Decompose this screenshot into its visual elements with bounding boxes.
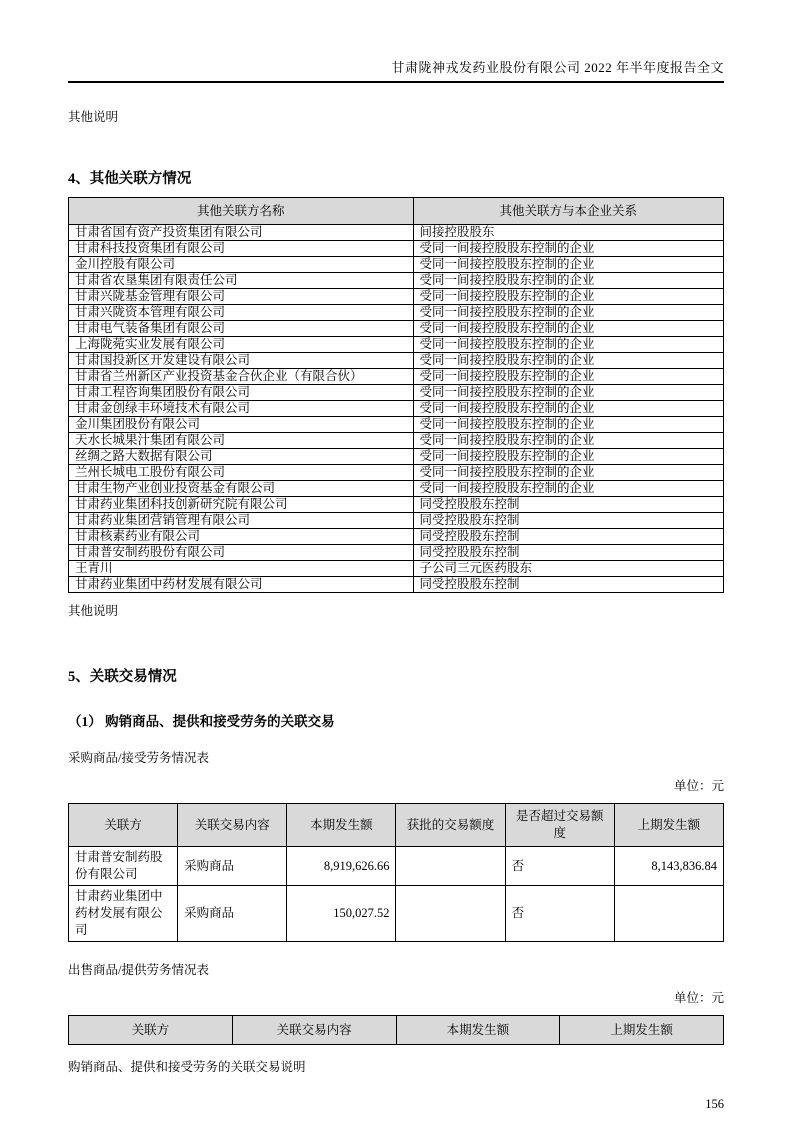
table-cell: 受同一间接控股股东控制的企业 [413,321,724,337]
column-header: 关联方 [69,1016,233,1045]
table-cell: 受同一间接控股股东控制的企业 [413,337,724,353]
table-cell: 受同一间接控股股东控制的企业 [413,449,724,465]
table-cell: 受同一间接控股股东控制的企业 [413,305,724,321]
table-cell: 受同一间接控股股东控制的企业 [413,385,724,401]
table-row [69,337,724,353]
purchase-goods-table [68,803,724,942]
table-row [69,273,724,289]
table-cell: 受同一间接控股股东控制的企业 [413,433,724,449]
table-row [69,401,724,417]
report-header [68,0,724,83]
table-row [69,497,724,513]
table-row [69,289,724,305]
table-cell: 采购商品 [178,886,287,942]
table-row [69,529,724,545]
table-cell: 金川控股有限公司 [69,257,414,273]
table-cell: 8,919,626.66 [287,847,396,886]
table-header-row [69,1016,724,1045]
table-cell: 王青川 [69,561,414,577]
table-cell: 甘肃药业集团科技创新研究院有限公司 [69,497,414,513]
table-row [69,385,724,401]
table-cell: 同受控股股东控制 [413,497,724,513]
table-cell: 受同一间接控股股东控制的企业 [413,241,724,257]
table-cell: 甘肃省国有资产投资集团有限公司 [69,225,414,241]
report-header-title: 甘肃陇神戎发药业股份有限公司 2022 年半年度报告全文 [391,60,724,75]
column-header: 获批的交易额度 [396,804,505,847]
table-row [69,577,724,593]
table-cell: 甘肃科技投资集团有限公司 [69,241,414,257]
table-cell: 天水长城果汁集团有限公司 [69,433,414,449]
page-number: 156 [705,1097,724,1111]
table-header-row [69,804,724,847]
table-cell: 同受控股股东控制 [413,545,724,561]
table-cell: 甘肃省农垦集团有限责任公司 [69,273,414,289]
table-cell [396,847,505,886]
section-heading-related-transactions: 5、关联交易情况 [68,669,177,685]
table-cell: 同受控股股东控制 [413,577,724,593]
table-cell: 甘肃工程咨询集团股份有限公司 [69,385,414,401]
table-cell [396,886,505,942]
table-cell: 受同一间接控股股东控制的企业 [413,465,724,481]
column-header: 上期发生额 [614,804,723,847]
table-row [69,225,724,241]
table-cell: 受同一间接控股股东控制的企业 [413,417,724,433]
table-cell: 甘肃普安制药股份有限公司 [69,847,178,886]
table-row [69,465,724,481]
other-note-top: 其他说明 [68,110,119,124]
sale-goods-table [68,1015,724,1045]
table-cell: 同受控股股东控制 [413,529,724,545]
table-cell [614,886,723,942]
table-row [69,369,724,385]
table-cell: 甘肃国投新区开发建设有限公司 [69,353,414,369]
table-cell: 甘肃电气装备集团有限公司 [69,321,414,337]
table-row [69,481,724,497]
table-row [69,417,724,433]
table-cell: 甘肃核素药业有限公司 [69,529,414,545]
table-cell: 同受控股股东控制 [413,513,724,529]
column-header: 关联交易内容 [178,804,287,847]
table-row [69,257,724,273]
column-header: 上期发生额 [560,1016,724,1045]
table-cell: 甘肃金创绿丰环境技术有限公司 [69,401,414,417]
column-header: 本期发生额 [396,1016,560,1045]
table-header-row [69,198,724,225]
table-cell: 否 [505,886,614,942]
table-cell: 8,143,836.84 [614,847,723,886]
column-header: 是否超过交易额度 [505,804,614,847]
table-cell: 受同一间接控股股东控制的企业 [413,353,724,369]
table-row [69,513,724,529]
table-row [69,886,724,942]
table-row [69,545,724,561]
table-cell: 受同一间接控股股东控制的企业 [413,369,724,385]
table-cell: 金川集团股份有限公司 [69,417,414,433]
unit-label-purchase: 单位：元 [673,779,724,793]
section-heading-other-related-parties: 4、其他关联方情况 [68,171,192,187]
table-cell: 受同一间接控股股东控制的企业 [413,289,724,305]
table-cell: 甘肃药业集团营销管理有限公司 [69,513,414,529]
sale-table-title: 出售商品/提供劳务情况表 [68,963,209,977]
transaction-note: 购销商品、提供和接受劳务的关联交易说明 [68,1060,306,1074]
table-cell: 受同一间接控股股东控制的企业 [413,481,724,497]
column-header: 其他关联方名称 [69,198,414,225]
table-row [69,561,724,577]
table-cell: 丝绸之路大数据有限公司 [69,449,414,465]
table-cell: 否 [505,847,614,886]
table-cell: 间接控股股东 [413,225,724,241]
table-row [69,449,724,465]
table-cell: 受同一间接控股股东控制的企业 [413,401,724,417]
page-content [68,0,724,1112]
table-cell: 甘肃药业集团中药材发展有限公司 [69,886,178,942]
table-cell: 采购商品 [178,847,287,886]
table-row [69,305,724,321]
table-cell: 子公司三元医药股东 [413,561,724,577]
table-cell: 兰州长城电工股份有限公司 [69,465,414,481]
column-header: 关联方 [69,804,178,847]
purchase-table-title: 采购商品/接受劳务情况表 [68,751,209,765]
column-header: 关联交易内容 [232,1016,396,1045]
table-cell: 甘肃兴陇资本管理有限公司 [69,305,414,321]
table-cell: 甘肃省兰州新区产业投资基金合伙企业（有限合伙） [69,369,414,385]
table-cell: 150,027.52 [287,886,396,942]
table-row [69,353,724,369]
table-cell: 受同一间接控股股东控制的企业 [413,257,724,273]
table-row [69,847,724,886]
other-note-after-table: 其他说明 [68,604,119,618]
table-cell: 甘肃药业集团中药材发展有限公司 [69,577,414,593]
unit-label-sale: 单位：元 [673,991,724,1005]
table-cell: 甘肃普安制药股份有限公司 [69,545,414,561]
related-parties-table [68,197,724,593]
table-cell: 上海陇菀实业发展有限公司 [69,337,414,353]
table-row [69,433,724,449]
column-header: 其他关联方与本企业关系 [413,198,724,225]
table-row [69,321,724,337]
table-row [69,241,724,257]
table-cell: 甘肃兴陇基金管理有限公司 [69,289,414,305]
column-header: 本期发生额 [287,804,396,847]
subsection-heading-purchase-sale-transactions: （1） 购销商品、提供和接受劳务的关联交易 [68,714,335,729]
table-cell: 甘肃生物产业创业投资基金有限公司 [69,481,414,497]
table-cell: 受同一间接控股股东控制的企业 [413,273,724,289]
